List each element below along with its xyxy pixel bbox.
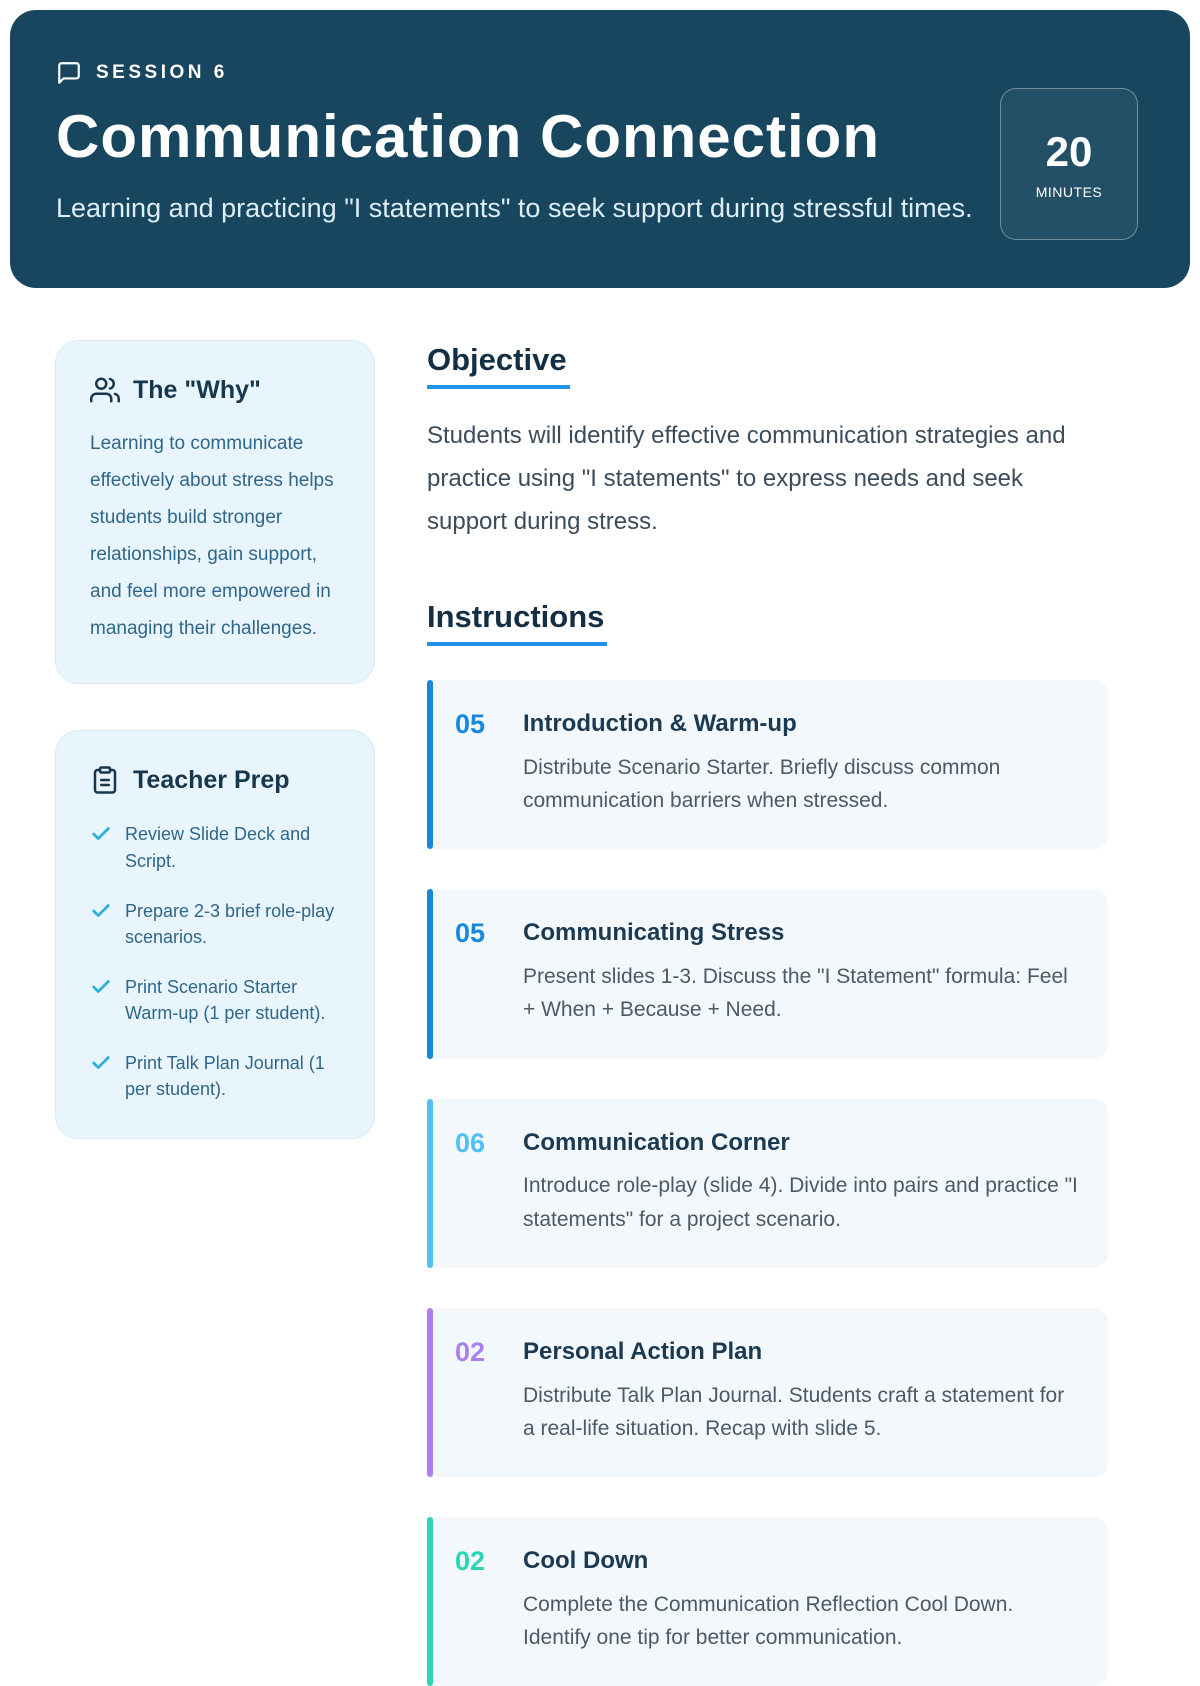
people-icon	[90, 375, 120, 405]
step-body	[523, 1547, 1078, 1654]
step-accent-bar	[427, 889, 433, 1058]
step-minutes: 05	[455, 918, 486, 949]
teacher-prep-card	[55, 730, 375, 1139]
step-title: Introduction & Warm-up	[523, 710, 797, 738]
instruction-step	[427, 680, 1108, 849]
step-description: Present slides 1-3. Discuss the "I Statement" formula: Feel + When + Because + Need.	[523, 965, 1068, 1022]
teacher-prep-list	[90, 821, 344, 1102]
step-accent-bar	[427, 1099, 433, 1268]
duration-badge	[1000, 88, 1138, 240]
step-body	[523, 919, 1078, 1026]
step-accent-bar	[427, 1517, 433, 1686]
objective-body: Students will identify effective communication strategies and practice using "I statements" to express needs and seek support during stress.	[427, 422, 1066, 535]
step-description: Complete the Communication Reflection Cool Down. Identify one tip for better communication.	[523, 1592, 1014, 1649]
step-minutes: 02	[455, 1545, 486, 1576]
step-minutes: 02	[455, 1336, 486, 1367]
list-item	[90, 821, 344, 873]
sidebar	[55, 340, 375, 1686]
why-card-title-row	[90, 375, 344, 405]
step-body	[523, 1338, 1078, 1445]
check-icon	[90, 974, 112, 1026]
main-column	[427, 340, 1108, 1686]
why-card-body: Learning to communicate effectively about stress helps students build stronger relationships, gain support, and feel more empowered in managing their challenges.	[90, 433, 334, 640]
check-icon	[90, 898, 112, 950]
instructions-heading-text: Instructions	[427, 599, 607, 646]
step-title: Cool Down	[523, 1546, 649, 1574]
prep-item-label: Print Scenario Starter Warm-up (1 per student).	[125, 976, 326, 1023]
duration-value: 20	[1045, 128, 1093, 175]
instruction-step	[427, 1099, 1108, 1268]
check-icon	[90, 821, 112, 873]
instruction-step	[427, 889, 1108, 1058]
instruction-step	[427, 1308, 1108, 1477]
why-card	[55, 340, 375, 684]
objective-heading	[427, 342, 1108, 389]
chat-bubble-icon	[56, 60, 82, 86]
lesson-plan-page	[0, 10, 1200, 1686]
step-title: Personal Action Plan	[523, 1337, 763, 1365]
prep-item-label: Review Slide Deck and Script.	[125, 824, 311, 871]
prep-item-label: Print Talk Plan Journal (1 per student).	[125, 1053, 325, 1100]
list-item	[90, 974, 344, 1026]
prep-item-label: Prepare 2-3 brief role-play scenarios.	[125, 900, 335, 947]
teacher-prep-title: Teacher Prep	[133, 765, 290, 794]
header-banner	[10, 10, 1190, 288]
step-accent-bar	[427, 1308, 433, 1477]
step-body	[523, 710, 1078, 817]
list-item	[90, 1050, 344, 1102]
duration-unit: MINUTES	[1035, 184, 1103, 200]
list-item	[90, 898, 344, 950]
step-description: Distribute Scenario Starter. Briefly discuss common communication barriers when stressed.	[523, 756, 1001, 813]
check-icon	[90, 1050, 112, 1102]
instruction-steps	[427, 680, 1108, 1686]
step-body	[523, 1129, 1078, 1236]
teacher-prep-title-row	[90, 765, 344, 795]
session-label: SESSION 6	[96, 62, 228, 83]
instructions-heading	[427, 599, 1108, 646]
clipboard-icon	[90, 765, 120, 795]
main-content	[0, 288, 1200, 1686]
objective-heading-text: Objective	[427, 342, 570, 389]
step-minutes: 05	[455, 709, 486, 740]
step-description: Introduce role-play (slide 4). Divide into pairs and practice "I statements" for a project scenario.	[523, 1174, 1078, 1231]
page-title: Communication Connection	[56, 103, 880, 170]
page-subtitle: Learning and practicing "I statements" to seek support during stressful times.	[56, 193, 973, 223]
step-minutes: 06	[455, 1127, 486, 1158]
session-label-row	[56, 60, 1134, 86]
step-description: Distribute Talk Plan Journal. Students craft a statement for a real-life situation. Recap with slide 5.	[523, 1383, 1065, 1440]
step-title: Communication Corner	[523, 1128, 790, 1156]
step-title: Communicating Stress	[523, 919, 785, 947]
why-card-title: The "Why"	[133, 375, 261, 404]
step-accent-bar	[427, 680, 433, 849]
instruction-step	[427, 1517, 1108, 1686]
